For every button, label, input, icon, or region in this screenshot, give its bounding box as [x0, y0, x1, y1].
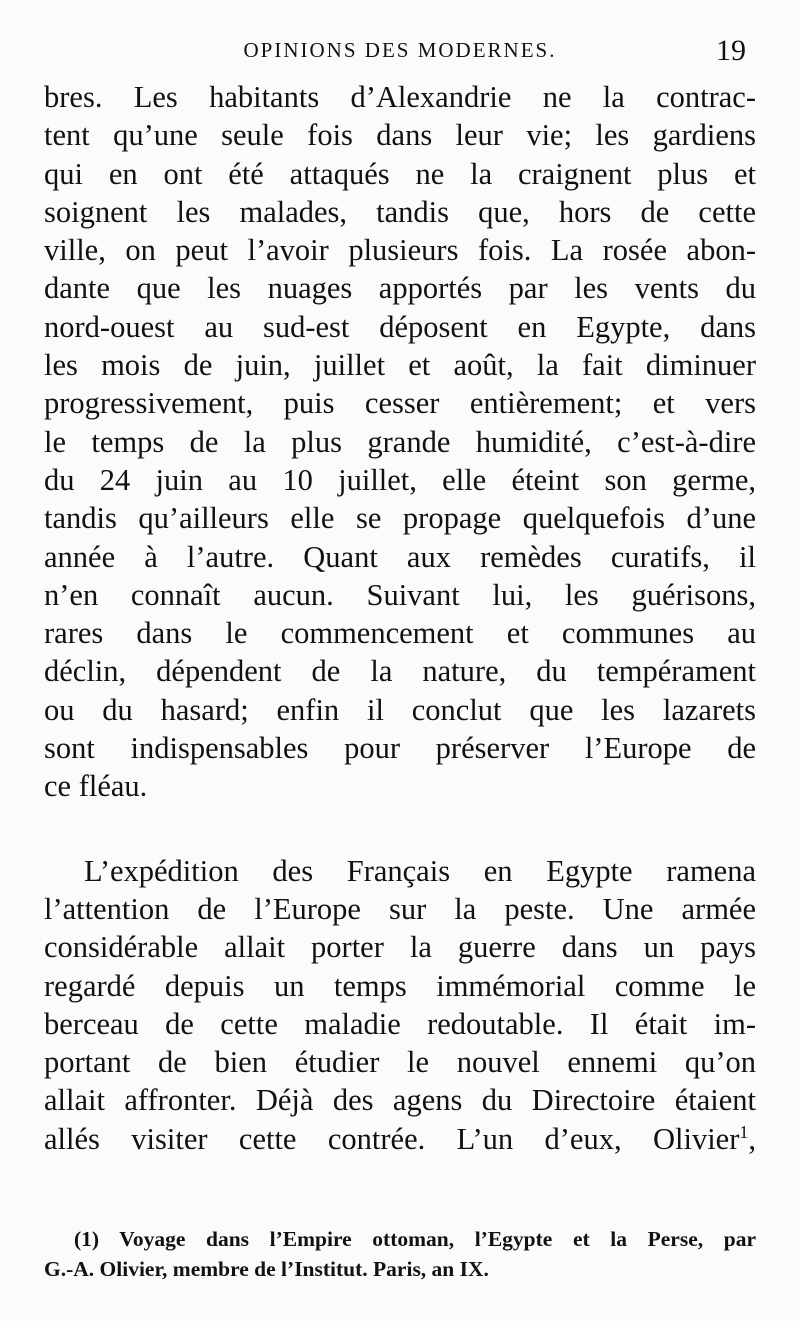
text-line: n’en connaît aucun. Suivant lui, les guérisons, — [44, 577, 756, 612]
footnote-line: (1) Voyage dans l’Empire ottoman, l’Egypte et la Perse, par — [74, 1227, 756, 1251]
text-line: année à l’autre. Quant aux remèdes curatifs, il — [44, 539, 756, 574]
text-line: tent qu’une seule fois dans leur vie; les gardiens — [44, 118, 756, 153]
text-line: nord-ouest au sud-est déposent en Egypte, dans — [44, 309, 756, 344]
text-line: ville, on peut l’avoir plusieurs fois. La rosée abon- — [44, 233, 756, 268]
running-title: OPINIONS DES MODERNES. — [243, 38, 557, 62]
text-line: les mois de juin, juillet et août, la fait diminuer — [44, 348, 756, 383]
text-line-with-footnote-ref — [44, 1120, 756, 1158]
footnote — [44, 1224, 756, 1284]
text-line: regardé depuis un temps immémorial comme le — [44, 968, 756, 1003]
text-line: progressivement, puis cesser entièrement; et vers — [44, 386, 756, 421]
paragraph-gap — [44, 806, 756, 852]
text-line: L’expédition des Français en Egypte ramena — [84, 853, 756, 888]
text-line: ou du hasard; enfin il conclut que les lazarets — [44, 692, 756, 727]
footnote-ref: 1 — [739, 1121, 749, 1142]
footnote-line: G.-A. Olivier, membre de l’Institut. Paris, an IX. — [44, 1257, 489, 1281]
text-line: allait affronter. Déjà des agens du Directoire étaient — [44, 1083, 756, 1118]
text-line: rares dans le commencement et communes au — [44, 616, 756, 651]
text-line: ce fléau. — [44, 769, 148, 804]
text-line: considérable allait porter la guerre dans un pays — [44, 930, 756, 965]
text-line: bres. Les habitants d’Alexandrie ne la contrac- — [44, 80, 756, 114]
punctuation: , — [748, 1121, 756, 1156]
text-line: le temps de la plus grande humidité, c’est-à-dire — [44, 424, 756, 459]
text-line: dante que les nuages apportés par les vents du — [44, 271, 756, 306]
text-run: allés visiter cette contrée. L’un d’eux, Olivier — [44, 1121, 740, 1156]
page-number: 19 — [716, 34, 746, 67]
text-line: sont indispensables pour préserver l’Europe de — [44, 731, 756, 766]
text-line: du 24 juin au 10 juillet, elle éteint son germe, — [44, 462, 756, 497]
text-line: l’attention de l’Europe sur la peste. Une armée — [44, 891, 756, 926]
body-text — [44, 78, 756, 1158]
text-line: portant de bien étudier le nouvel ennemi qu’on — [44, 1045, 756, 1080]
paragraph — [44, 852, 756, 1158]
paragraph — [44, 78, 756, 806]
text-line: qui en ont été attaqués ne la craignent plus et — [44, 156, 756, 191]
text-line: déclin, dépendent de la nature, du tempérament — [44, 654, 756, 689]
text-line: berceau de cette maladie redoutable. Il était im- — [44, 1006, 756, 1041]
running-head — [40, 34, 760, 74]
text-line: tandis qu’ailleurs elle se propage quelquefois d’une — [44, 501, 756, 536]
text-line: soignent les malades, tandis que, hors de cette — [44, 194, 756, 229]
